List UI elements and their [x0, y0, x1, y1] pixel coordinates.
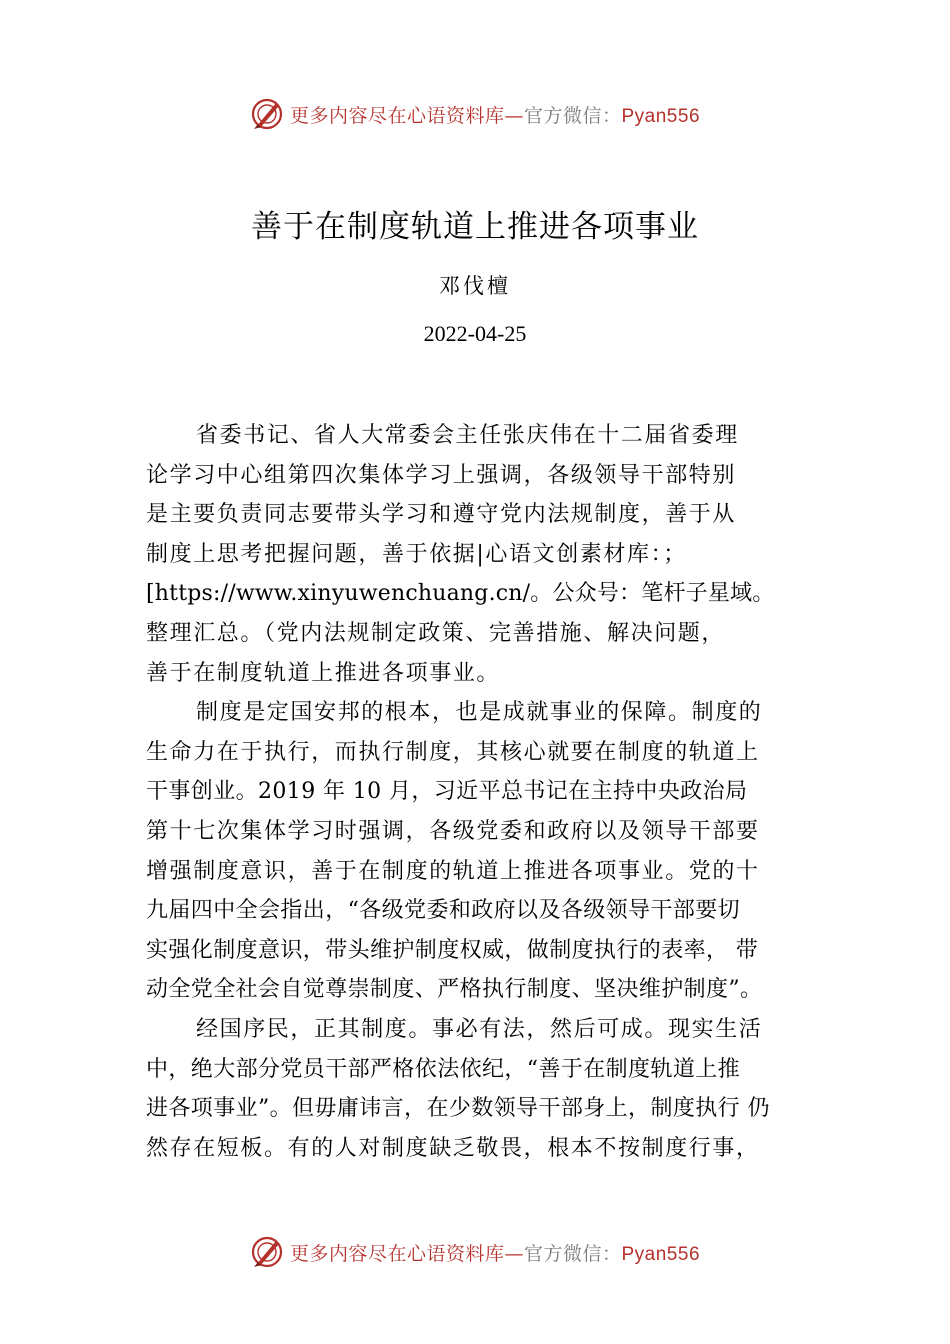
document-author: 邓伐檀: [439, 274, 511, 298]
body-line: 实强化制度意识，带头维护制度权威，做制度执行的表率， 带: [146, 937, 759, 963]
body-line: 干事创业。2019 年 10 月，习近平总书记在主持中央政治局: [146, 779, 748, 805]
header-banner: [0, 92, 950, 136]
body-line: 省委书记、省人大常委会主任张庆伟在十二届省委理: [196, 423, 739, 448]
wechat-account: Pyan556: [621, 1243, 701, 1265]
body-line: 动全党全社会自觉尊崇制度、严格执行制度、坚决维护制度”。: [146, 977, 763, 1003]
document-body: [146, 416, 826, 1168]
footer-banner: [0, 1230, 950, 1274]
body-line: 是主要负责同志要带头学习和遵守党内法规制度，善于从: [146, 502, 737, 528]
brand-separator: —: [504, 1242, 524, 1265]
wechat-label: 官方微信：: [523, 104, 622, 127]
body-line: 经国序民，正其制度。事必有法，然后可成。现实生活: [196, 1016, 763, 1042]
brand-text: 更多内容尽在心语资料库: [289, 104, 505, 127]
wechat-label: 官方微信：: [523, 1242, 622, 1265]
body-line: 生命力在于执行，而执行制度，其核心就要在制度的轨道上: [146, 739, 760, 765]
footer-banner-text: [290, 1239, 700, 1266]
document-title: 善于在制度轨道上推进各项事业: [251, 209, 699, 245]
body-line: 九届四中全会指出，“各级党委和政府以及各级领导干部要切: [146, 898, 741, 924]
body-line: 制度上思考把握问题，善于依据|心语文创素材库：；: [146, 541, 687, 567]
brand-separator: —: [504, 104, 524, 127]
body-line: 中，绝大部分党员干部严格依法依纪，“善于在制度轨道上推: [146, 1056, 741, 1082]
body-line: 制度是定国安邦的根本，也是成就事业的保障。制度的: [196, 700, 763, 726]
pen-logo-icon: [250, 1235, 284, 1269]
body-line: 进各项事业”。但毋庸讳言，在少数领导干部身上，制度执行 仍: [146, 1096, 770, 1122]
pen-logo-icon: [250, 97, 284, 131]
body-line: 增强制度意识，善于在制度的轨道上推进各项事业。党的十: [146, 858, 760, 884]
body-line: 善于在制度轨道上推进各项事业。: [146, 660, 501, 686]
body-line: 第十七次集体学习时强调，各级党委和政府以及领导干部要: [146, 818, 760, 844]
document-date: 2022-04-25: [423, 321, 527, 346]
body-line: [https://www.xinyuwenchuang.cn/。公众号：笔杆子星域。: [146, 581, 775, 607]
header-banner-text: [290, 101, 700, 128]
wechat-account: Pyan556: [621, 105, 701, 127]
body-line: 然存在短板。有的人对制度缺乏敬畏，根本不按制度行事，: [146, 1135, 760, 1161]
body-line: 论学习中心组第四次集体学习上强调，各级领导干部特别: [146, 462, 737, 488]
body-line: 整理汇总。（党内法规制定政策、完善措施、解决问题，: [146, 620, 726, 646]
brand-text: 更多内容尽在心语资料库: [289, 1242, 505, 1265]
